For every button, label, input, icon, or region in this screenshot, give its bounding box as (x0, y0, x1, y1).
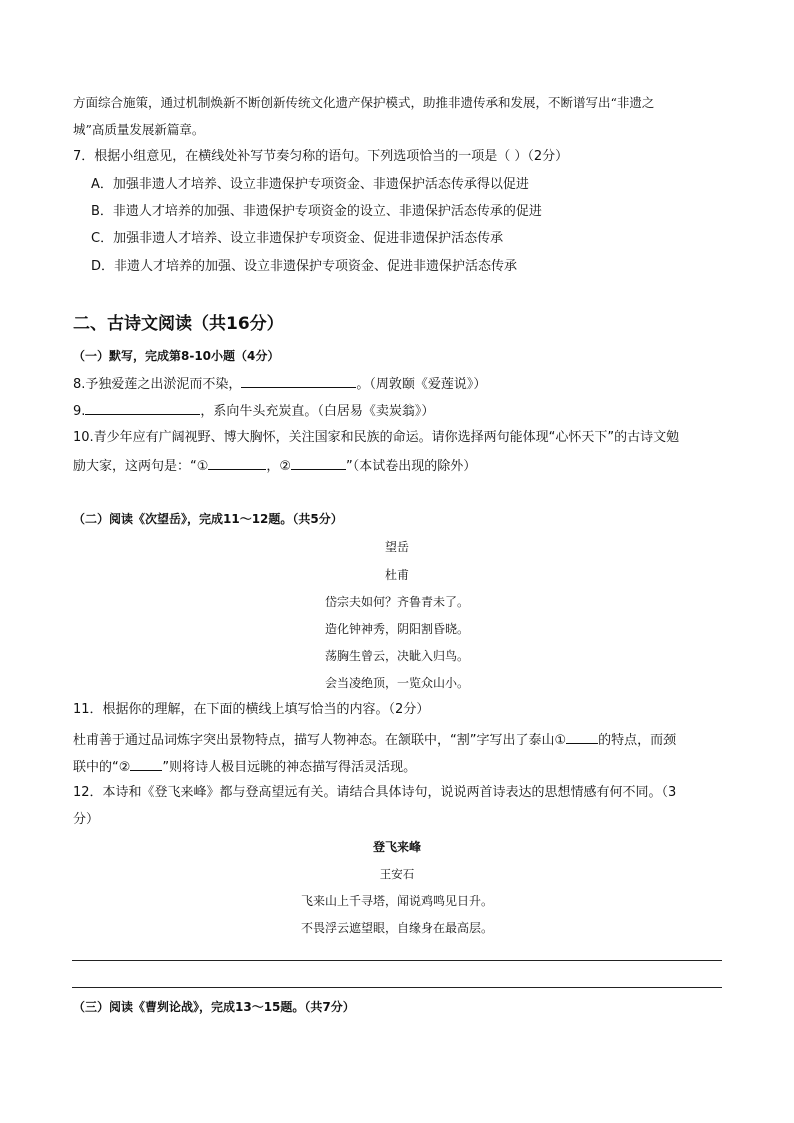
q7-option-a: A．加强非遗人才培养、设立非遗保护专项资金、非遗保护活态传承得以促进 (91, 177, 529, 192)
q9-answer-blank[interactable] (85, 400, 200, 415)
q10-line-2 (73, 455, 476, 477)
poem-2-line-1: 飞来山上千寻塔，闻说鸡鸣见日升。 (300, 894, 493, 908)
poem-2-title: 登飞来峰 (372, 840, 421, 854)
q10-text-a: 励大家，这两句是：“① (73, 459, 209, 474)
poem-1-author: 杜甫 (384, 568, 409, 582)
poem-1-line-3: 荡胸生曾云，决眦入归鸟。 (324, 649, 469, 663)
q10-answer-blank-2[interactable] (291, 455, 346, 470)
q9 (73, 400, 434, 422)
answer-line-1[interactable] (72, 960, 722, 961)
q9-text-b: ，系向牛头充炭直。（白居易《卖炭翁》） (200, 404, 435, 419)
poem-1-line-4: 会当凌绝顶，一览众山小。 (324, 676, 469, 690)
q12-line-1: 12．本诗和《登飞来峰》都与登高望远有关。请结合具体诗句，说说两首诗表达的思想情感有何不同。（3 (73, 785, 677, 800)
q11-text-d: ”则将诗人极目远眺的神态描写得活灵活现。 (162, 760, 417, 775)
q12-line-2: 分） (73, 812, 100, 827)
q11-answer-blank-1[interactable] (566, 729, 598, 744)
part-3-title: （三）阅读《曹刿论战》，完成13～15题。（共7分） (73, 1000, 355, 1014)
q8-text-a: 8.予独爱莲之出淤泥而不染， (73, 377, 242, 392)
q7-option-c: C．加强非遗人才培养、设立非遗保护专项资金、促进非遗保护活态传承 (91, 231, 504, 246)
q8 (73, 373, 486, 395)
q7-stem: 7．根据小组意见，在横线处补写节奏匀称的语句。下列选项恰当的一项是（ ）（2分） (73, 149, 569, 164)
q8-text-b: 。（周敦颐《爱莲说》） (356, 377, 487, 392)
q10-answer-blank-1[interactable] (208, 455, 266, 470)
poem-1-line-1: 岱宗夫如何？齐鲁青未了。 (324, 595, 469, 609)
q11-text-b: 的特点，而颈 (598, 733, 677, 748)
poem-2-author: 王安石 (379, 867, 415, 881)
q11-stem: 11．根据你的理解，在下面的横线上填写恰当的内容。（2分） (73, 702, 430, 717)
q7-option-d: D．非遗人才培养的加强、设立非遗保护专项资金、促进非遗保护活态传承 (91, 259, 518, 274)
q11-answer-blank-2[interactable] (130, 756, 162, 771)
q10-text-b: ，② (266, 459, 292, 474)
intro-line-1: 方面综合施策，通过机制焕新不断创新传统文化遗产保护模式，助推非遗传承和发展，不断谱写出“非遗之 (73, 95, 655, 110)
section-2-title: 二、古诗文阅读（共16分） (73, 314, 284, 334)
q7-option-b: B．非遗人才培养的加强、非遗保护专项资金的设立、非遗保护活态传承的促进 (91, 204, 542, 219)
q11-text-c: 联中的“② (73, 760, 131, 775)
q11-text-a: 杜甫善于通过品词炼字突出景物特点，描写人物神态。在颔联中，“割”字写出了泰山① (73, 733, 567, 748)
poem-1-line-2: 造化钟神秀，阴阳割昏晓。 (324, 622, 469, 636)
q8-answer-blank[interactable] (241, 373, 356, 388)
part-1-title: （一）默写，完成第8-10小题（4分） (73, 349, 280, 363)
q10-line-1: 10.青少年应有广阔视野、博大胸怀，关注国家和民族的命运。请你选择两句能体现“心怀天下”的古诗文勉 (73, 430, 680, 445)
poem-1-title: 望岳 (384, 540, 409, 554)
part-2-title: （二）阅读《次望岳》，完成11～12题。（共5分） (73, 512, 343, 526)
intro-line-2: 城”高质量发展新篇章。 (73, 122, 205, 137)
poem-2-line-2: 不畏浮云遮望眼，自缘身在最高层。 (300, 921, 493, 935)
q11-line-2 (73, 756, 416, 778)
q10-text-c: ”（本试卷出现的除外） (346, 459, 477, 474)
q9-text-a: 9. (73, 404, 86, 419)
answer-line-2[interactable] (72, 987, 722, 988)
q11-line-1 (73, 729, 676, 751)
